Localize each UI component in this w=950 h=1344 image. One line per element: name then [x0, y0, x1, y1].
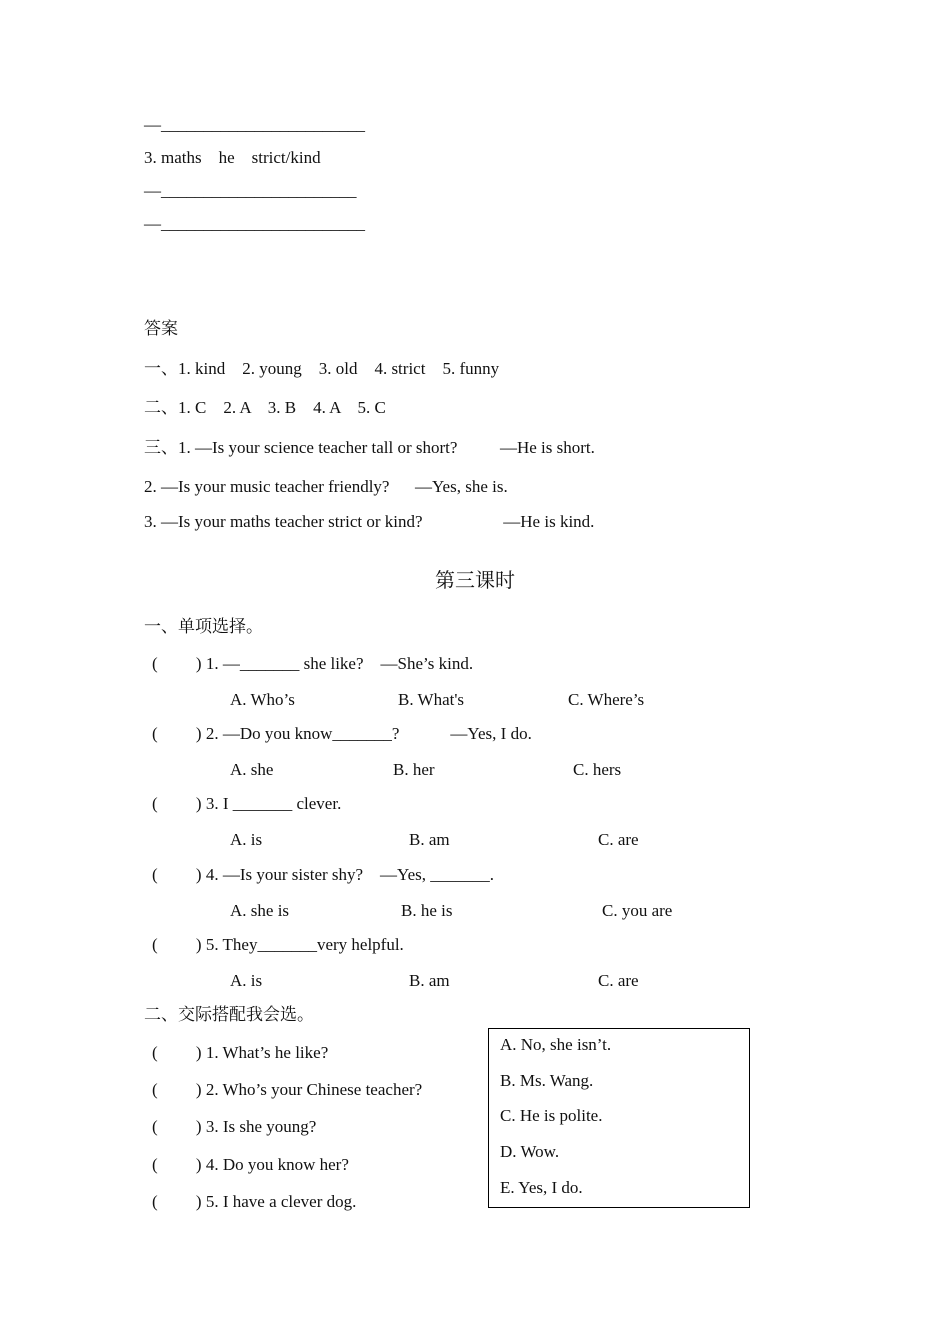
section-2-heading: 二、交际搭配我会选。 [144, 1005, 314, 1024]
question-4: ( ) 4. —Is your sister shy? —Yes, _______. [152, 865, 495, 884]
q1-option-c: C. Where’s [568, 690, 645, 709]
match-question-2: ( ) 2. Who’s your Chinese teacher? [152, 1080, 423, 1099]
question-3: ( ) 3. I _______ clever. [152, 794, 342, 813]
q2-option-c: C. hers [573, 760, 622, 779]
match-option-c: C. He is polite. [500, 1106, 603, 1125]
match-question-5: ( ) 5. I have a clever dog. [152, 1192, 357, 1211]
exercise-item-3: 3. maths he strict/kind [144, 148, 321, 167]
q3-option-c: C. are [598, 830, 639, 849]
q1-option-a: A. Who’s [230, 690, 295, 709]
answer-line: —________________________ [144, 214, 365, 233]
answers-heading: 答案 [144, 319, 178, 338]
match-option-b: B. Ms. Wang. [500, 1071, 594, 1090]
q4-option-a: A. she is [230, 901, 290, 920]
match-question-4: ( ) 4. Do you know her? [152, 1155, 349, 1174]
answers-part-2: 二、1. C 2. A 3. B 4. A 5. C [144, 398, 386, 417]
match-option-a: A. No, she isn’t. [500, 1035, 612, 1054]
q2-option-a: A. she [230, 760, 274, 779]
q5-option-a: A. is [230, 971, 263, 990]
question-5: ( ) 5. They_______very helpful. [152, 935, 404, 954]
match-options-box [488, 1028, 750, 1208]
question-1: ( ) 1. —_______ she like? —She’s kind. [152, 654, 474, 673]
answer-line: —_______________________ [144, 181, 357, 200]
lesson-title: 第三课时 [435, 570, 515, 592]
answer-line: —________________________ [144, 115, 365, 134]
q1-option-b: B. What's [398, 690, 465, 709]
answers-part-1: 一、1. kind 2. young 3. old 4. strict 5. funny [144, 359, 500, 378]
answers-part-3-3: 3. —Is your maths teacher strict or kind? —He is kind. [144, 512, 595, 531]
section-1-heading: 一、单项选择。 [144, 617, 263, 636]
answers-part-3-2: 2. —Is your music teacher friendly? —Yes, she is. [144, 477, 508, 496]
q3-option-a: A. is [230, 830, 263, 849]
q5-option-c: C. are [598, 971, 639, 990]
match-question-3: ( ) 3. Is she young? [152, 1117, 317, 1136]
match-option-d: D. Wow. [500, 1142, 560, 1161]
q5-option-b: B. am [409, 971, 450, 990]
question-2: ( ) 2. —Do you know_______? —Yes, I do. [152, 724, 532, 743]
q3-option-b: B. am [409, 830, 450, 849]
q4-option-b: B. he is [401, 901, 453, 920]
match-question-1: ( ) 1. What’s he like? [152, 1043, 329, 1062]
q4-option-c: C. you are [602, 901, 673, 920]
answers-part-3-1: 三、1. —Is your science teacher tall or short? —He is short. [144, 438, 595, 457]
q2-option-b: B. her [393, 760, 435, 779]
match-option-e: E. Yes, I do. [500, 1178, 583, 1197]
